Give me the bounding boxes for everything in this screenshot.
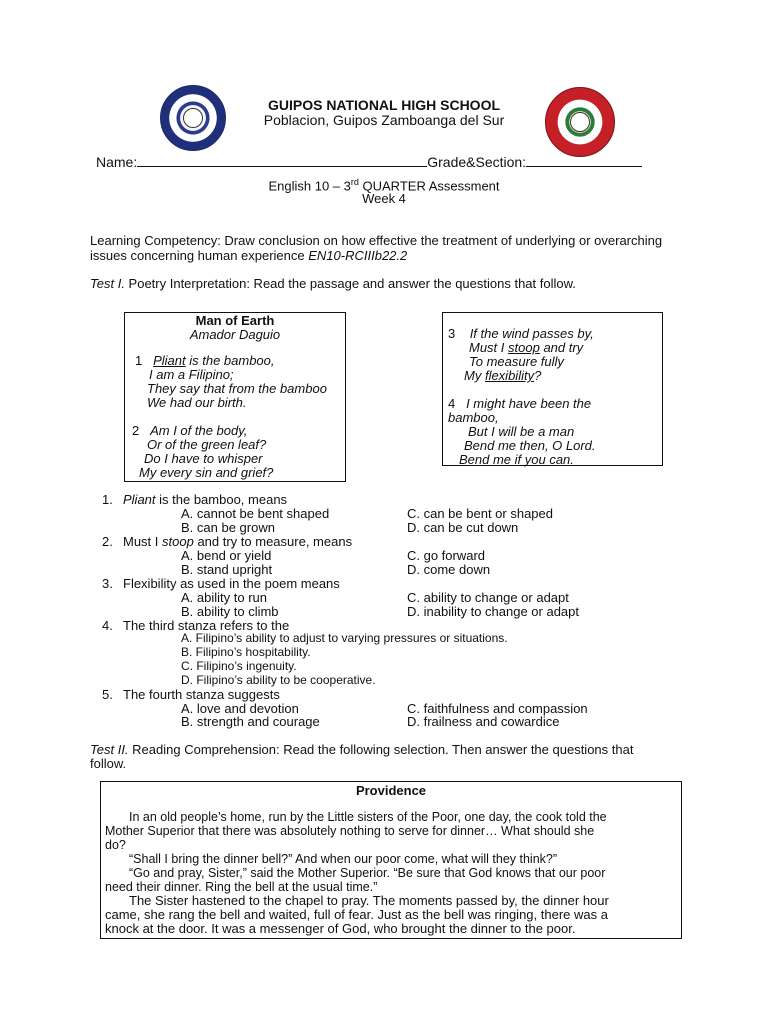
providence-p1-line2: Mother Superior that there was absolutely nothing to serve for dinner… What should she bbox=[105, 824, 595, 838]
question-2-option-b[interactable]: B. stand upright bbox=[181, 562, 273, 577]
providence-p3-line2: need their dinner. Ring the bell at the usual time.” bbox=[105, 880, 378, 894]
question-5-option-b[interactable]: B. strength and courage bbox=[181, 714, 320, 729]
question-1-option-b[interactable]: B. can be grown bbox=[181, 520, 275, 535]
question-3-option-a[interactable]: A. ability to run bbox=[181, 590, 267, 605]
providence-title: Providence bbox=[355, 783, 427, 798]
name-label: Name: bbox=[96, 154, 138, 170]
question-3-option-c[interactable]: C. ability to change or adapt bbox=[407, 590, 569, 605]
grade-field[interactable] bbox=[526, 154, 642, 167]
stanza1-line2: I am a Filipino; bbox=[149, 367, 234, 382]
question-4-option-c[interactable]: C. Filipino’s ingenuity. bbox=[181, 659, 297, 673]
question-5-option-d[interactable]: D. frailness and cowardice bbox=[407, 714, 560, 729]
question-1-option-a[interactable]: A. cannot be bent shaped bbox=[181, 506, 330, 521]
name-field[interactable] bbox=[137, 154, 427, 167]
question-1-number: 1. bbox=[102, 492, 113, 507]
course-suffix: QUARTER Assessment bbox=[358, 178, 500, 194]
stanza4-line3: But I will be a man bbox=[468, 424, 575, 439]
question-5-option-c[interactable]: C. faithfulness and compassion bbox=[407, 701, 588, 716]
question-3-stem: Flexibility as used in the poem means bbox=[123, 576, 340, 591]
stanza2-line4: My every sin and grief? bbox=[139, 465, 274, 480]
stanza4-line4: Bend me then, O Lord. bbox=[464, 438, 596, 453]
question-2-stem: Must I stoop and try to measure, means bbox=[123, 534, 353, 549]
providence-p3-line1: “Go and pray, Sister,” said the Mother Superior. “Be sure that God knows that our poor bbox=[129, 866, 606, 880]
stanza2-line1: 2 Am I of the body, bbox=[132, 423, 248, 438]
stanza3-line4: My flexibility? bbox=[464, 368, 542, 383]
stanza4-line1: 4 I might have been the bbox=[448, 396, 592, 411]
name-grade-line bbox=[96, 154, 642, 170]
course-sup: rd bbox=[350, 177, 359, 187]
question-4-stem: The third stanza refers to the bbox=[123, 618, 290, 633]
providence-p1-line3: do? bbox=[105, 838, 126, 852]
course-prefix: English 10 – 3 bbox=[268, 178, 351, 194]
stanza4-line2: bamboo, bbox=[448, 410, 499, 425]
stanza1-line1: 1 Pliant is the bamboo, bbox=[135, 353, 275, 368]
competency-code: EN10-RCIIIb22.2 bbox=[308, 248, 408, 263]
stanza4-line5: Bend me if you can. bbox=[459, 452, 574, 467]
question-4-number: 4. bbox=[102, 618, 113, 633]
test1-label: Test I. bbox=[90, 276, 125, 291]
question-1-stem: Pliant is the bamboo, means bbox=[123, 492, 288, 507]
stanza1-line3: They say that from the bamboo bbox=[147, 381, 327, 396]
providence-p1-line1: In an old people’s home, run by the Little sisters of the Poor, one day, the cook told the bbox=[129, 810, 607, 824]
stanza1-line4: We had our birth. bbox=[147, 395, 247, 410]
learning-competency bbox=[90, 233, 690, 263]
providence-p4-line2: came, she rang the bell and waited, full of fear. Just as the bell was ringing, there was a bbox=[105, 907, 608, 922]
stanza2-line2: Or of the green leaf? bbox=[147, 437, 267, 452]
test2-instruction-line2: follow. bbox=[90, 756, 127, 771]
question-2-option-d[interactable]: D. come down bbox=[407, 562, 491, 577]
providence-p4-line1: The Sister hastened to the chapel to pray. The moments passed by, the dinner hour bbox=[129, 893, 609, 908]
providence-p2: “Shall I bring the dinner bell?” And when our poor come, what will they think?” bbox=[129, 852, 558, 866]
school-address: Poblacion, Guipos Zamboanga del Sur bbox=[263, 112, 505, 128]
grade-label: Grade&Section: bbox=[427, 154, 527, 170]
test1-instruction bbox=[90, 276, 690, 291]
question-5-number: 5. bbox=[102, 687, 113, 702]
stanza3-line2: Must I stoop and try bbox=[469, 340, 584, 355]
providence-box bbox=[100, 781, 682, 939]
question-3-option-d[interactable]: D. inability to change or adapt bbox=[407, 604, 579, 619]
question-5-option-a[interactable]: A. love and devotion bbox=[181, 701, 299, 716]
question-1-option-c[interactable]: C. can be bent or shaped bbox=[407, 506, 553, 521]
stanza3-line1: 3 If the wind passes by, bbox=[448, 326, 594, 341]
week-label: Week 4 bbox=[362, 191, 406, 206]
providence-p4-line3: knock at the door. It was a messenger of God, who brought the dinner to the poor. bbox=[105, 921, 576, 936]
stanza2-line3: Do I have to whisper bbox=[144, 451, 263, 466]
question-2-option-a[interactable]: A. bend or yield bbox=[181, 548, 272, 563]
stanza3-line3: To measure fully bbox=[469, 354, 564, 369]
question-4-option-a[interactable]: A. Filipino’s ability to adjust to varying pressures or situations. bbox=[181, 631, 508, 645]
poem-box-left bbox=[124, 312, 346, 482]
competency-text: Learning Competency: Draw conclusion on how effective the treatment of underlying or overarching issues concerning human experience bbox=[90, 233, 663, 263]
question-2-number: 2. bbox=[102, 534, 113, 549]
question-1-option-d[interactable]: D. can be cut down bbox=[407, 520, 519, 535]
test1-text: Poetry Interpretation: Read the passage and answer the questions that follow. bbox=[124, 276, 576, 291]
question-3-option-b[interactable]: B. ability to climb bbox=[181, 604, 279, 619]
question-5-stem: The fourth stanza suggests bbox=[123, 687, 280, 702]
question-2-option-c[interactable]: C. go forward bbox=[407, 548, 486, 563]
poem-box-right bbox=[442, 312, 663, 466]
question-4-option-b[interactable]: B. Filipino’s hospitability. bbox=[181, 645, 311, 659]
question-4-option-d[interactable]: D. Filipino’s ability to be cooperative. bbox=[181, 673, 376, 687]
question-3-number: 3. bbox=[102, 576, 113, 591]
school-name: GUIPOS NATIONAL HIGH SCHOOL bbox=[267, 97, 501, 113]
test2-instruction: Test II. Reading Comprehension: Read the following selection. Then answer the questions that bbox=[90, 742, 634, 757]
poem-author: Amador Daguio bbox=[189, 327, 281, 342]
poem-title: Man of Earth bbox=[195, 313, 275, 328]
